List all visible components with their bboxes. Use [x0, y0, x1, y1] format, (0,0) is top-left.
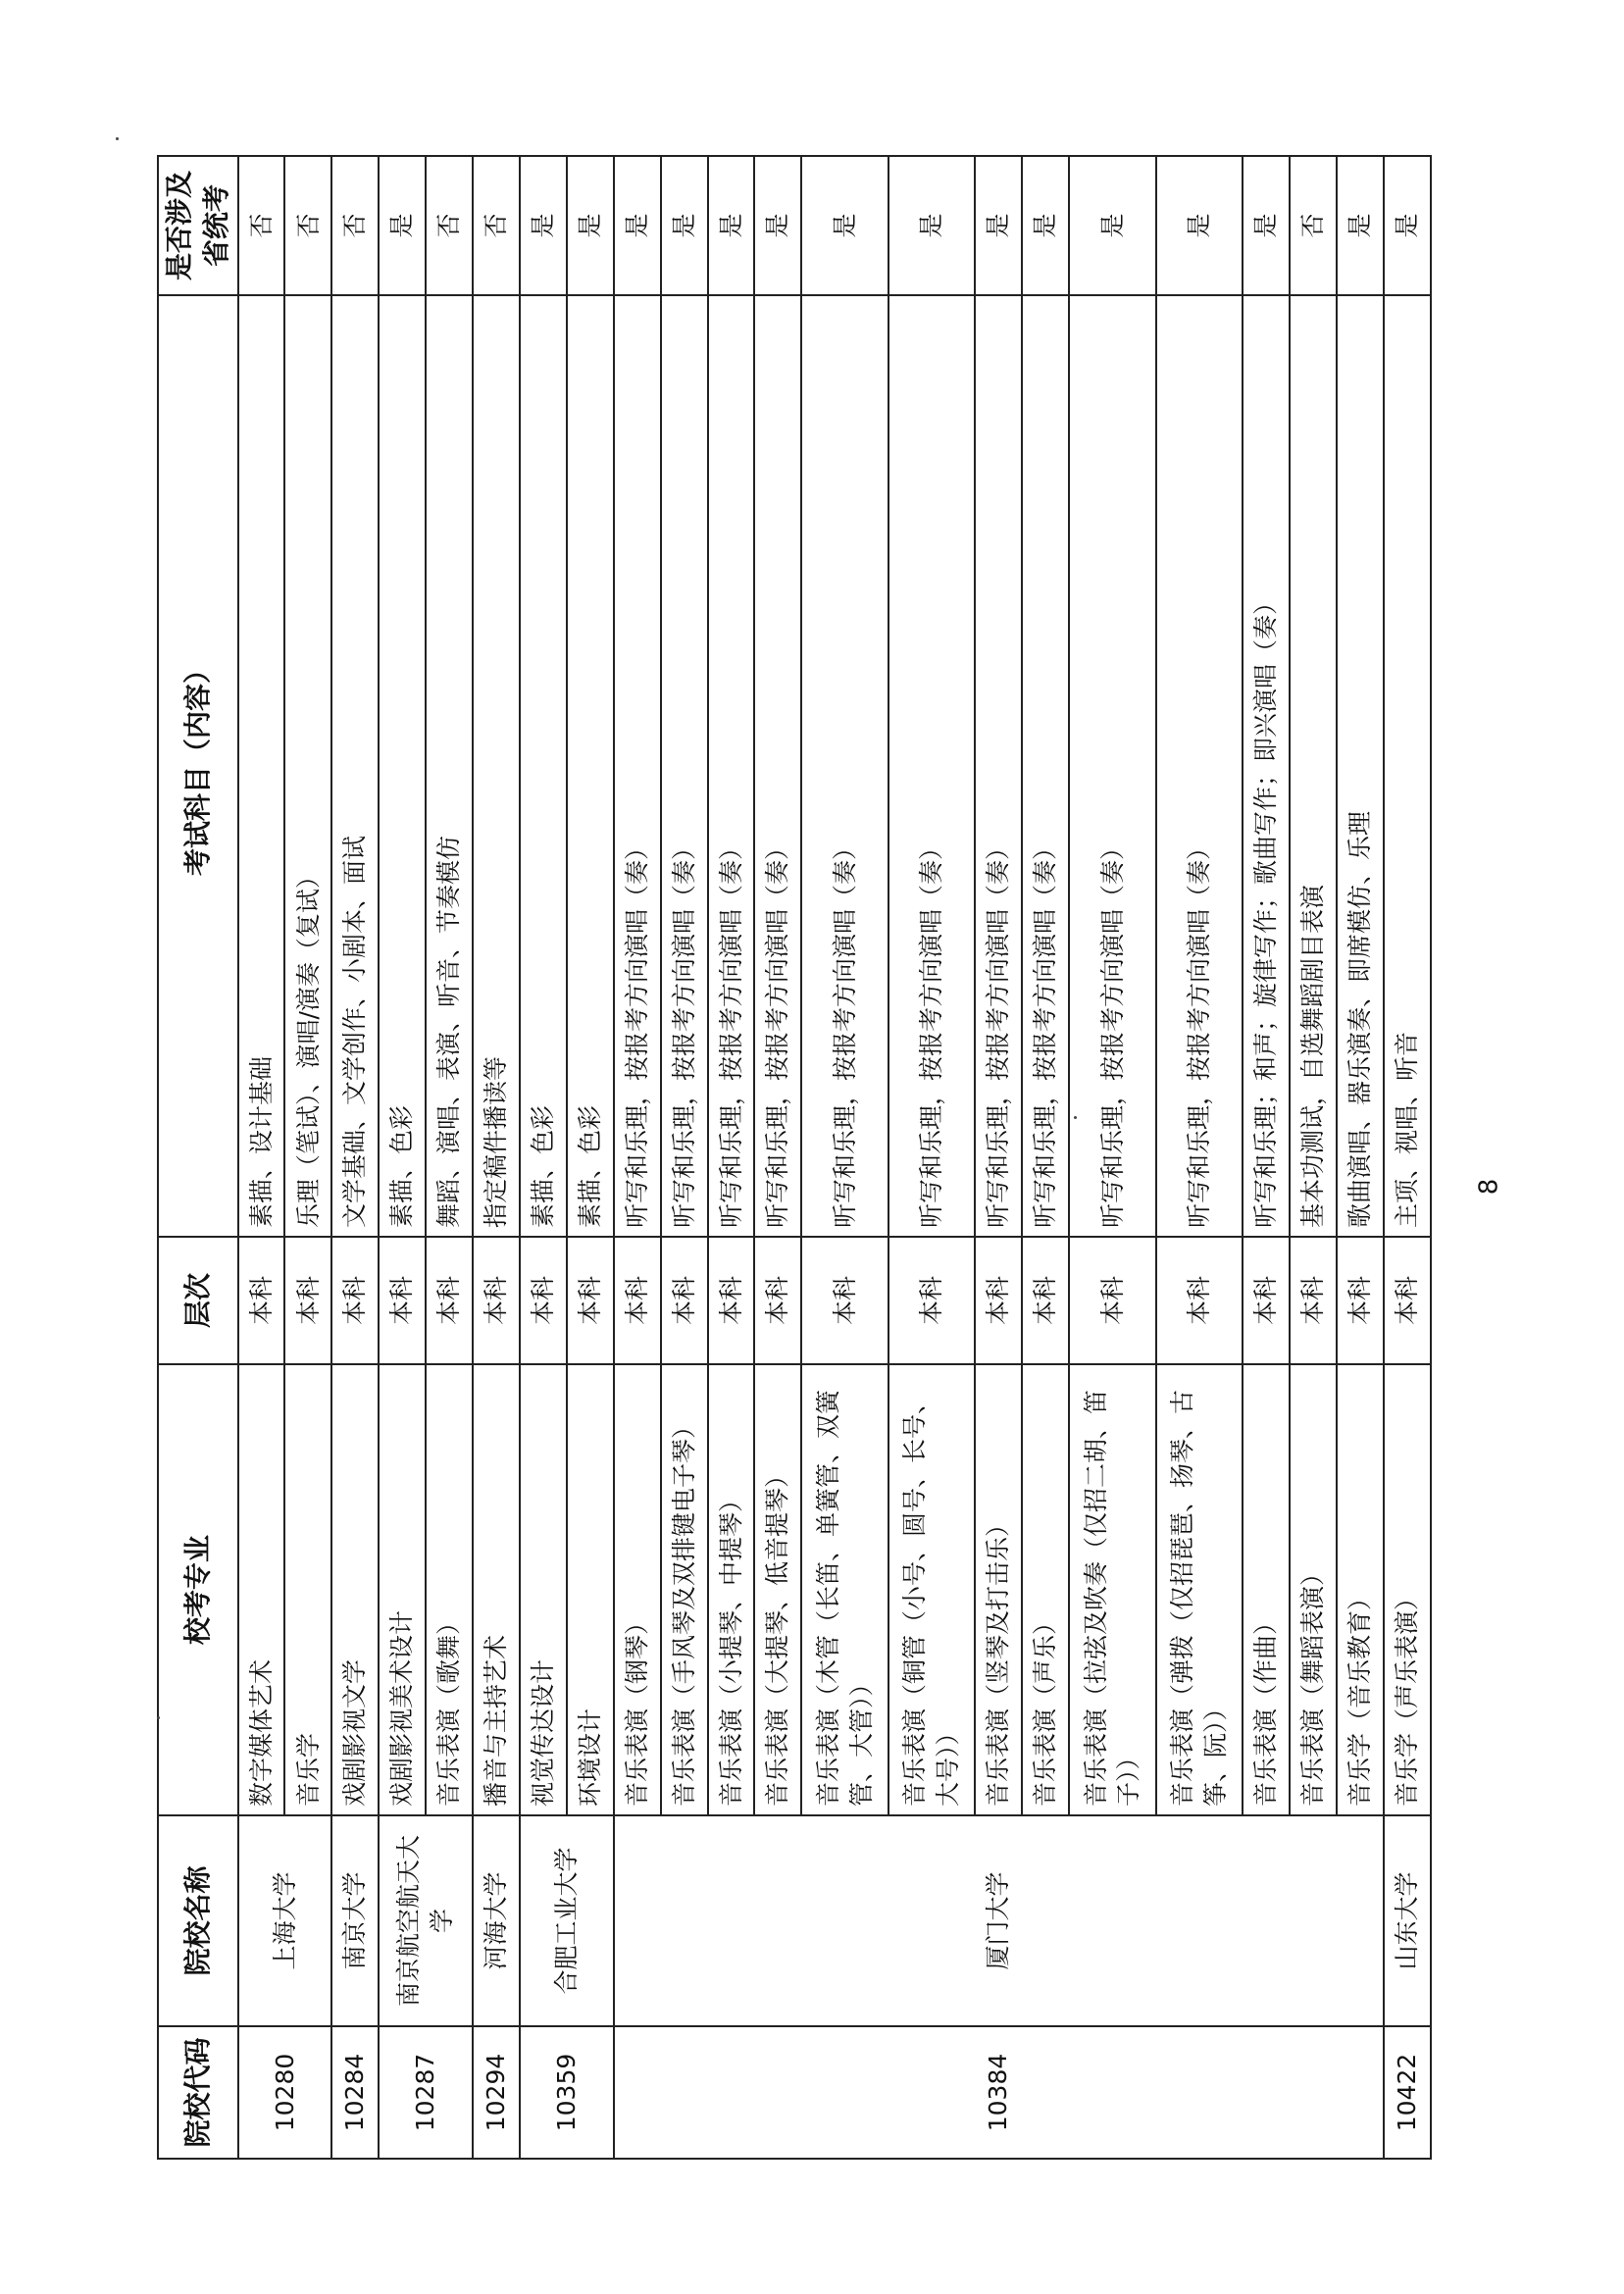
subjects: 素描、色彩 [520, 295, 567, 1237]
level: 本科 [708, 1237, 755, 1364]
header-subjects: 考试科目（内容） [158, 295, 238, 1237]
level: 本科 [1337, 1237, 1384, 1364]
table-row [614, 156, 661, 2159]
provincial: 是 [614, 156, 661, 295]
school-code: 10280 [238, 2026, 332, 2159]
subjects: 听写和乐理，按报考方向演唱（奏） [1022, 295, 1069, 1237]
level: 本科 [1243, 1237, 1290, 1364]
major: 戏剧影视美术设计 [379, 1364, 426, 1815]
provincial: 是 [801, 156, 888, 295]
provincial: 是 [661, 156, 708, 295]
school-name: 山东大学 [1384, 1815, 1431, 2026]
provincial: 是 [1337, 156, 1384, 295]
level: 本科 [379, 1237, 426, 1364]
level: 本科 [473, 1237, 520, 1364]
level: 本科 [1384, 1237, 1431, 1364]
major: 音乐表演（木管（长笛、单簧管、双簧管、大管）） [801, 1364, 888, 1815]
subjects: 基本功测试，自选舞蹈剧目表演 [1290, 295, 1337, 1237]
subjects: 听写和乐理，按报考方向演唱（奏） [888, 295, 976, 1237]
school-code: 10422 [1384, 2026, 1431, 2159]
major: 音乐表演（声乐） [1022, 1364, 1069, 1815]
level: 本科 [567, 1237, 614, 1364]
major: 播音与主持艺术 [473, 1364, 520, 1815]
school-name: 南京航空航天大学 [379, 1815, 473, 2026]
major: 音乐表演（歌舞） [426, 1364, 473, 1815]
table-row [238, 156, 285, 2159]
scan-speck [157, 1716, 160, 1719]
subjects: 歌曲演唱、器乐演奏、即席模仿、乐理 [1337, 295, 1384, 1237]
school-name: 南京大学 [331, 1815, 379, 2026]
school-code: 10294 [473, 2026, 520, 2159]
provincial: 否 [238, 156, 285, 295]
level: 本科 [331, 1237, 379, 1364]
school-code: 10384 [614, 2026, 1384, 2159]
provincial: 是 [520, 156, 567, 295]
level: 本科 [614, 1237, 661, 1364]
level: 本科 [975, 1237, 1022, 1364]
admissions-table [157, 155, 1432, 2160]
page-number: 8 [1474, 1178, 1504, 1196]
school-code: 10284 [331, 2026, 379, 2159]
major: 视觉传达设计 [520, 1364, 567, 1815]
subjects: 指定稿件播读等 [473, 295, 520, 1237]
major: 音乐表演（钢琴） [614, 1364, 661, 1815]
major: 音乐表演（竖琴及打击乐） [975, 1364, 1022, 1815]
provincial: 是 [1156, 156, 1243, 295]
school-name: 厦门大学 [614, 1815, 1384, 2026]
provincial: 是 [1022, 156, 1069, 295]
school-name: 河海大学 [473, 1815, 520, 2026]
subjects: 听写和乐理；和声；旋律写作；歌曲写作；即兴演唱（奏） [1243, 295, 1290, 1237]
provincial: 是 [754, 156, 801, 295]
header-level: 层次 [158, 1237, 238, 1364]
provincial: 是 [708, 156, 755, 295]
table-row [379, 156, 426, 2159]
major: 音乐表演（手风琴及双排键电子琴） [661, 1364, 708, 1815]
subjects: 听写和乐理，按报考方向演唱（奏） [801, 295, 888, 1237]
major: 环境设计 [567, 1364, 614, 1815]
school-code: 10359 [520, 2026, 614, 2159]
major: 音乐表演（弹拨（仅招琵琶、扬琴、古筝、阮）） [1156, 1364, 1243, 1815]
subjects: 听写和乐理，按报考方向演唱（奏） [614, 295, 661, 1237]
subjects: 听写和乐理，按报考方向演唱（奏） [975, 295, 1022, 1237]
subjects: 听写和乐理，按报考方向演唱（奏） [708, 295, 755, 1237]
rotated-table-region [157, 157, 1432, 2160]
table-row [473, 156, 520, 2159]
subjects: 素描、色彩 [567, 295, 614, 1237]
major: 音乐表演（铜管（小号、圆号、长号、大号）） [888, 1364, 976, 1815]
scan-speck [1074, 1116, 1077, 1119]
subjects: 文学基础、文学创作、小剧本、面试 [331, 295, 379, 1237]
header-school: 院校名称 [158, 1815, 238, 2026]
major: 音乐学（音乐教育） [1337, 1364, 1384, 1815]
header-row [158, 156, 238, 2159]
provincial: 否 [473, 156, 520, 295]
subjects: 主项、视唱、听音 [1384, 295, 1431, 1237]
school-code: 10287 [379, 2026, 473, 2159]
provincial: 是 [1069, 156, 1156, 295]
provincial: 是 [1243, 156, 1290, 295]
table-row [520, 156, 567, 2159]
provincial: 否 [426, 156, 473, 295]
subjects: 听写和乐理，按报考方向演唱（奏） [1069, 295, 1156, 1237]
level: 本科 [426, 1237, 473, 1364]
provincial: 否 [331, 156, 379, 295]
major: 音乐表演（舞蹈表演） [1290, 1364, 1337, 1815]
level: 本科 [661, 1237, 708, 1364]
level: 本科 [888, 1237, 976, 1364]
header-major: 校考专业 [158, 1364, 238, 1815]
subjects: 素描、色彩 [379, 295, 426, 1237]
school-name: 合肥工业大学 [520, 1815, 614, 2026]
level: 本科 [1156, 1237, 1243, 1364]
subjects: 听写和乐理，按报考方向演唱（奏） [1156, 295, 1243, 1237]
subjects: 听写和乐理，按报考方向演唱（奏） [661, 295, 708, 1237]
school-name: 上海大学 [238, 1815, 332, 2026]
level: 本科 [520, 1237, 567, 1364]
level: 本科 [284, 1237, 331, 1364]
scan-speck [116, 137, 119, 140]
provincial: 是 [1384, 156, 1431, 295]
subjects: 听写和乐理，按报考方向演唱（奏） [754, 295, 801, 1237]
major: 音乐表演（小提琴、中提琴） [708, 1364, 755, 1815]
level: 本科 [1069, 1237, 1156, 1364]
table-row [1384, 156, 1431, 2159]
provincial: 是 [567, 156, 614, 295]
major: 戏剧影视文学 [331, 1364, 379, 1815]
subjects: 素描、设计基础 [238, 295, 285, 1237]
provincial: 是 [379, 156, 426, 295]
level: 本科 [801, 1237, 888, 1364]
major: 音乐表演（作曲） [1243, 1364, 1290, 1815]
header-code: 院校代码 [158, 2026, 238, 2159]
provincial: 否 [284, 156, 331, 295]
table-row [331, 156, 379, 2159]
level: 本科 [1290, 1237, 1337, 1364]
subjects: 舞蹈、演唱、表演、听音、节奏模仿 [426, 295, 473, 1237]
major: 音乐学（声乐表演） [1384, 1364, 1431, 1815]
major: 音乐学 [284, 1364, 331, 1815]
provincial: 否 [1290, 156, 1337, 295]
major: 音乐表演（拉弦及吹奏（仅招二胡、笛子）） [1069, 1364, 1156, 1815]
major: 数字媒体艺术 [238, 1364, 285, 1815]
subjects: 乐理（笔试）、演唱/演奏（复试） [284, 295, 331, 1237]
level: 本科 [238, 1237, 285, 1364]
provincial: 是 [975, 156, 1022, 295]
level: 本科 [1022, 1237, 1069, 1364]
provincial: 是 [888, 156, 976, 295]
level: 本科 [754, 1237, 801, 1364]
header-provincial: 是否涉及省统考 [158, 156, 238, 295]
major: 音乐表演（大提琴、低音提琴） [754, 1364, 801, 1815]
